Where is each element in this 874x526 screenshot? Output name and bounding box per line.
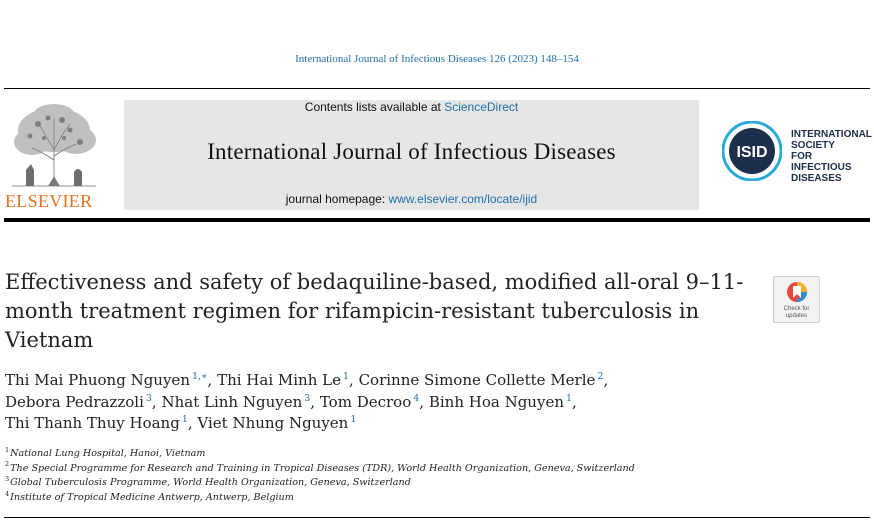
author-name[interactable]: Thi Hai Minh Le $^1$ xyxy=(217,371,350,389)
journal-banner xyxy=(124,100,699,210)
elsevier-wordmark: ELSEVIER xyxy=(5,191,93,211)
author-list: Thi Mai Phuong Nguyen $^{1,∗}$, Thi Hai Minh Le $^1$, Corinne Simone Collette Merle $^2$, Debora Pedrazzoli $^3$, Nhat Linh Nguyen $^3$, Tom Decroo $^4$, Binh Hoa Nguyen $^1$, Thi Thanh Thuy Hoang $^1$, Viet Nhung Nguyen $^1$ xyxy=(5,371,609,432)
contents-prefix: Contents lists available at xyxy=(304,100,445,114)
header-top-rule xyxy=(4,88,870,89)
author-name[interactable]: Corinne Simone Collette Merle $^2$ xyxy=(358,371,604,389)
affiliation-item: $^3$Global Tuberculosis Programme, World Health Organization, Geneva, Switzerland xyxy=(5,475,411,489)
author-name[interactable]: Binh Hoa Nguyen $^1$ xyxy=(428,392,573,411)
author-name[interactable]: Debora Pedrazzoli $^3$ xyxy=(5,392,152,411)
author-name[interactable]: Tom Decroo $^4$ xyxy=(319,392,420,411)
homepage-link[interactable]: www.elsevier.com/locate/ijid xyxy=(388,192,538,206)
homepage-line xyxy=(124,192,699,206)
journal-citation[interactable]: International Journal of Infectious Diseases 126 (2023) 148–154 xyxy=(295,53,579,65)
check-for-updates-button[interactable] xyxy=(773,276,820,323)
affiliation-list xyxy=(5,447,765,505)
author-name[interactable]: Thi Thanh Thuy Hoang $^1$ xyxy=(5,414,188,432)
journal-title[interactable]: International Journal of Infectious Diseases xyxy=(207,139,616,164)
article-title: Effectiveness and safety of bedaquiline-based, modified all-oral 9–11-month treatment regimen for rifampicin-resistant tuberculosis in Vietnam xyxy=(5,270,744,352)
affiliation-item: $^2$The Special Programme for Research and Training in Tropical Diseases (TDR), World Health Organization, Geneva, Switzerland xyxy=(5,460,635,474)
homepage-prefix: journal homepage: xyxy=(285,192,389,206)
sciencedirect-link[interactable]: ScienceDirect xyxy=(444,100,519,114)
check-updates-label: Check for updates xyxy=(783,306,810,319)
author-name[interactable]: Thi Mai Phuong Nguyen $^{1,∗}$ xyxy=(5,371,208,389)
elsevier-tree-icon xyxy=(4,100,104,190)
author-name[interactable]: Viet Nhung Nguyen $^1$ xyxy=(197,414,357,432)
footer-rule xyxy=(4,517,870,518)
affiliation-item: $^1$National Lung Hospital, Hanoi, Vietnam xyxy=(5,445,206,459)
isid-society-name: INTERNATIONAL SOCIETY FOR INFECTIOUS DISEASES xyxy=(791,129,872,184)
contents-line xyxy=(124,100,699,114)
affiliation-item: $^4$Institute of Tropical Medicine Antwerp, Antwerp, Belgium xyxy=(5,489,294,503)
isid-badge-text: ISID xyxy=(736,144,768,161)
isid-badge-icon xyxy=(722,121,782,181)
header-bottom-rule xyxy=(4,218,870,222)
check-updates-icon xyxy=(786,281,808,305)
author-name[interactable]: Nhat Linh Nguyen $^3$ xyxy=(161,392,311,411)
isid-logo[interactable] xyxy=(722,121,782,181)
